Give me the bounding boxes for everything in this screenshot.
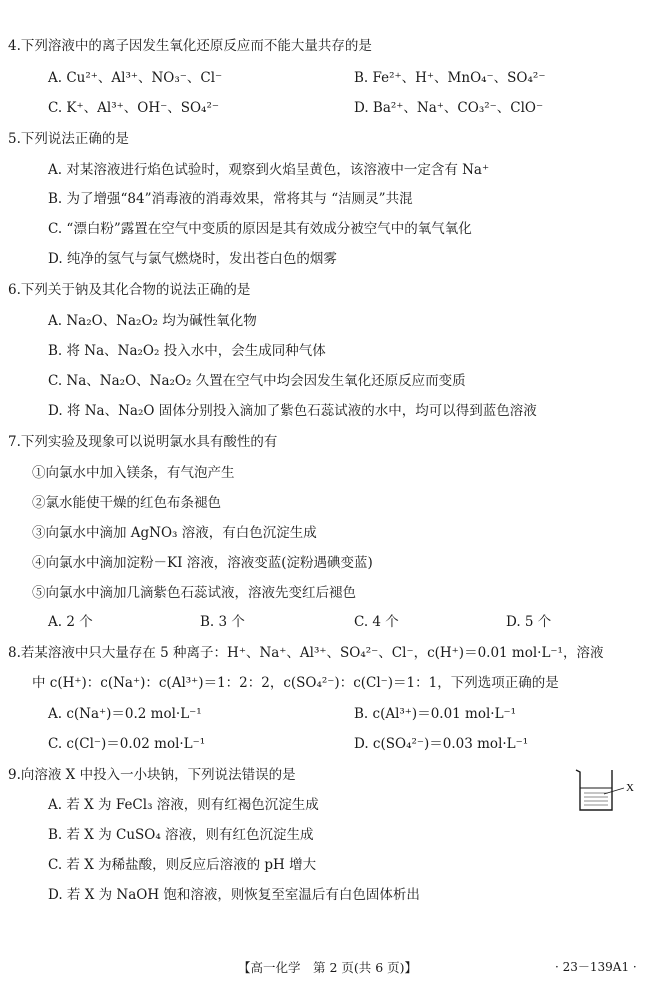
question-7-statement-4: ④向氯水中滴加淀粉－KI 溶液，溶液变蓝(淀粉遇碘变蓝) [32, 555, 373, 571]
question-5-stem: 5.下列说法正确的是 [8, 131, 129, 147]
question-4-option-b: B. Fe²⁺、H⁺、MnO₄⁻、SO₄²⁻ [354, 70, 546, 86]
question-8-stem-line-2: 中 c(H⁺)：c(Na⁺)：c(Al³⁺)＝1：2：2，c(SO₄²⁻)：c(Cl⁻)＝1：1，下列选项正确的是 [32, 675, 559, 691]
question-9-option-d: D. 若 X 为 NaOH 饱和溶液，则恢复至室温后有白色固体析出 [48, 887, 420, 903]
question-6-option-a: A. Na₂O、Na₂O₂ 均为碱性氧化物 [48, 313, 257, 329]
question-7-option-c: C. 4 个 [354, 614, 399, 630]
question-4-option-d: D. Ba²⁺、Na⁺、CO₃²⁻、ClO⁻ [354, 100, 544, 116]
question-8-option-d: D. c(SO₄²⁻)＝0.03 mol·L⁻¹ [354, 736, 529, 752]
question-6-option-d: D. 将 Na、Na₂O 固体分别投入滴加了紫色石蕊试液的水中，均可以得到蓝色溶液 [48, 403, 537, 419]
question-5-option-d: D. 纯净的氢气与氯气燃烧时，发出苍白色的烟雾 [48, 251, 337, 267]
page-footer-center: 【高一化学 第 2 页(共 6 页)】 [238, 960, 418, 975]
question-9-stem: 9.向溶液 X 中投入一小块钠，下列说法错误的是 [8, 767, 296, 783]
beaker-label: X [626, 782, 634, 794]
question-9-option-c: C. 若 X 为稀盐酸，则反应后溶液的 pH 增大 [48, 857, 317, 873]
question-9-option-a: A. 若 X 为 FeCl₃ 溶液，则有红褐色沉淀生成 [48, 797, 319, 813]
question-8-option-c: C. c(Cl⁻)＝0.02 mol·L⁻¹ [48, 736, 206, 752]
question-7-statement-1: ①向氯水中加入镁条，有气泡产生 [32, 465, 235, 481]
question-8-stem-line-1: 8.若某溶液中只大量存在 5 种离子：H⁺、Na⁺、Al³⁺、SO₄²⁻、Cl⁻，c(H⁺)＝0.01 mol·L⁻¹，溶液 [8, 645, 604, 661]
question-7-statement-5: ⑤向氯水中滴加几滴紫色石蕊试液，溶液先变红后褪色 [32, 585, 356, 601]
beaker-pointer-line [604, 788, 624, 794]
question-7-stem: 7.下列实验及现象可以说明氯水具有酸性的有 [8, 434, 278, 450]
question-7-statement-3: ③向氯水中滴加 AgNO₃ 溶液，有白色沉淀生成 [32, 525, 317, 541]
question-5-option-a: A. 对某溶液进行焰色试验时，观察到火焰呈黄色，该溶液中一定含有 Na⁺ [48, 162, 490, 178]
question-4-stem: 4.下列溶液中的离子因发生氧化还原反应而不能大量共存的是 [8, 38, 372, 54]
question-7-option-d: D. 5 个 [506, 614, 552, 630]
question-7-statement-2: ②氯水能使干燥的红色布条褪色 [32, 495, 221, 511]
question-7-option-a: A. 2 个 [48, 614, 93, 630]
beaker-figure [574, 766, 636, 814]
question-8-option-a: A. c(Na⁺)＝0.2 mol·L⁻¹ [48, 706, 202, 722]
question-8-option-b: B. c(Al³⁺)＝0.01 mol·L⁻¹ [354, 706, 517, 722]
question-7-option-b: B. 3 个 [200, 614, 245, 630]
question-4-option-c: C. K⁺、Al³⁺、OH⁻、SO₄²⁻ [48, 100, 219, 116]
question-5-option-b: B. 为了增强“84”消毒液的消毒效果，常将其与 “洁厕灵”共混 [48, 191, 413, 207]
question-5-option-c: C. “漂白粉”露置在空气中变质的原因是其有效成分被空气中的氧气氧化 [48, 221, 472, 237]
question-6-option-c: C. Na、Na₂O、Na₂O₂ 久置在空气中均会因发生氧化还原反应而变质 [48, 373, 466, 389]
question-9-option-b: B. 若 X 为 CuSO₄ 溶液，则有红色沉淀生成 [48, 827, 314, 843]
question-6-option-b: B. 将 Na、Na₂O₂ 投入水中，会生成同种气体 [48, 343, 326, 359]
beaker-outline [576, 770, 612, 810]
question-4-option-a: A. Cu²⁺、Al³⁺、NO₃⁻、Cl⁻ [48, 70, 223, 86]
question-6-stem: 6.下列关于钠及其化合物的说法正确的是 [8, 282, 251, 298]
page-footer-code: · 23－139A1 · [555, 960, 637, 974]
